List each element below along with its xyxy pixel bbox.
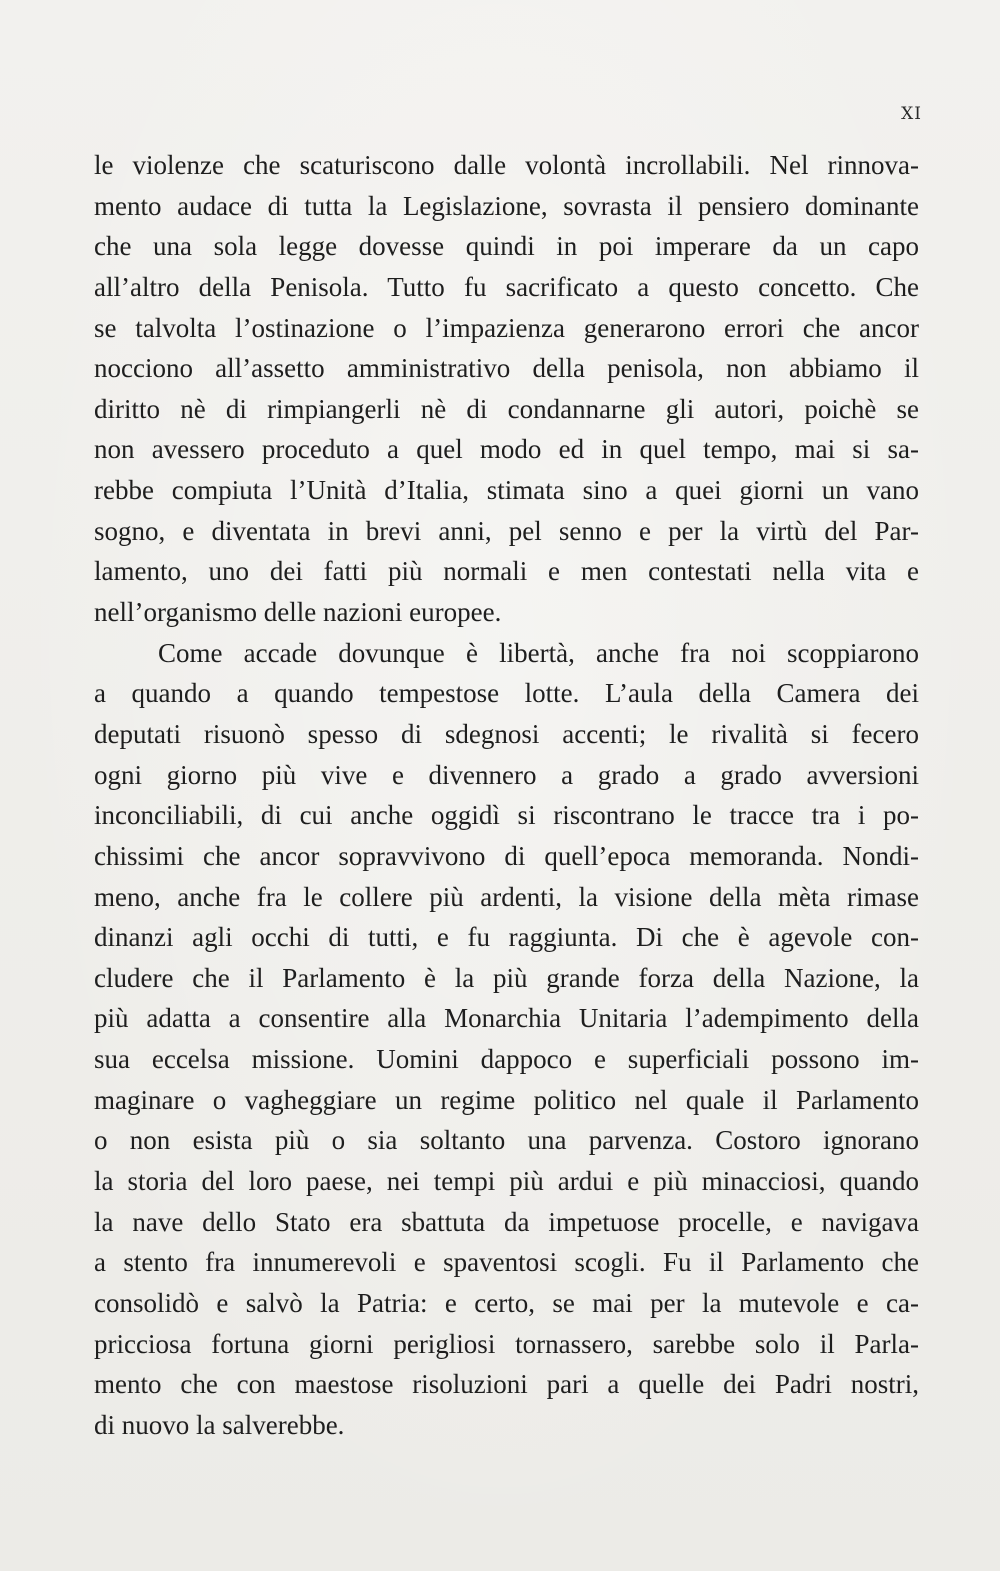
paragraph-2 <box>94 633 919 1446</box>
text-line: ogni giorno più vive e divennero a grado a grado avversioni <box>94 759 919 790</box>
text-line: nocciono all’assetto amministrativo della penisola, non abbiamo il <box>94 353 919 384</box>
page-number: XI <box>901 104 922 124</box>
text-line: Come accade dovunque è libertà, anche fra noi scoppiarono <box>158 637 919 668</box>
text-line: lamento, uno dei fatti più normali e men contestati nella vita e <box>94 556 919 587</box>
text-line: pricciosa fortuna giorni perigliosi tornassero, sarebbe solo il Parla- <box>94 1328 919 1359</box>
body-text <box>94 145 919 1446</box>
text-line: rebbe compiuta l’Unità d’Italia, stimata sino a quei giorni un vano <box>94 475 919 506</box>
text-line: chissimi che ancor sopravvivono di quell’epoca memoranda. Nondi- <box>94 840 919 871</box>
text-line: più adatta a consentire alla Monarchia Unitaria l’adempimento della <box>94 1003 919 1034</box>
text-line: di nuovo la salverebbe. <box>94 1409 345 1440</box>
text-line: se talvolta l’ostinazione o l’impazienza generarono errori che ancor <box>94 312 919 343</box>
text-line: la nave dello Stato era sbattuta da impetuose procelle, e navigava <box>94 1206 919 1237</box>
text-line: non avessero proceduto a quel modo ed in quel tempo, mai si sa- <box>94 434 919 465</box>
text-line: dinanzi agli occhi di tutti, e fu raggiunta. Di che è agevole con- <box>94 922 919 953</box>
text-line: deputati risuonò spesso di sdegnosi accenti; le rivalità si fecero <box>94 718 919 749</box>
text-line: sua eccelsa missione. Uomini dappoco e superficiali possono im- <box>94 1044 919 1075</box>
text-line: maginare o vagheggiare un regime politico nel quale il Parlamento <box>94 1084 919 1115</box>
text-line: inconciliabili, di cui anche oggidì si riscontrano le tracce tra i po- <box>94 800 919 831</box>
paragraph-1 <box>94 145 919 633</box>
text-line: che una sola legge dovesse quindi in poi imperare da un capo <box>94 231 919 262</box>
text-line: la storia del loro paese, nei tempi più ardui e più minacciosi, quando <box>94 1166 919 1197</box>
text-line: nell’organismo delle nazioni europee. <box>94 597 502 628</box>
text-line: diritto nè di rimpiangerli nè di condannarne gli autori, poichè se <box>94 393 919 424</box>
text-line: o non esista più o sia soltanto una parvenza. Costoro ignorano <box>94 1125 919 1156</box>
text-line: le violenze che scaturiscono dalle volontà incrollabili. Nel rinnova- <box>94 150 919 180</box>
text-line: mento che con maestose risoluzioni pari a quelle dei Padri nostri, <box>94 1369 919 1400</box>
text-line: cludere che il Parlamento è la più grande forza della Nazione, la <box>94 962 919 993</box>
text-line: meno, anche fra le collere più ardenti, la visione della mèta rimase <box>94 881 919 912</box>
text-line: all’altro della Penisola. Tutto fu sacrificato a questo concetto. Che <box>94 271 919 302</box>
text-line: a stento fra innumerevoli e spaventosi scogli. Fu il Parlamento che <box>94 1247 919 1278</box>
text-line: a quando a quando tempestose lotte. L’aula della Camera dei <box>94 678 919 709</box>
text-line: sogno, e diventata in brevi anni, pel senno e per la virtù del Par- <box>94 515 919 546</box>
text-line: consolidò e salvò la Patria: e certo, se mai per la mutevole e ca- <box>94 1287 919 1318</box>
text-line: mento audace di tutta la Legislazione, sovrasta il pensiero dominante <box>94 190 919 221</box>
